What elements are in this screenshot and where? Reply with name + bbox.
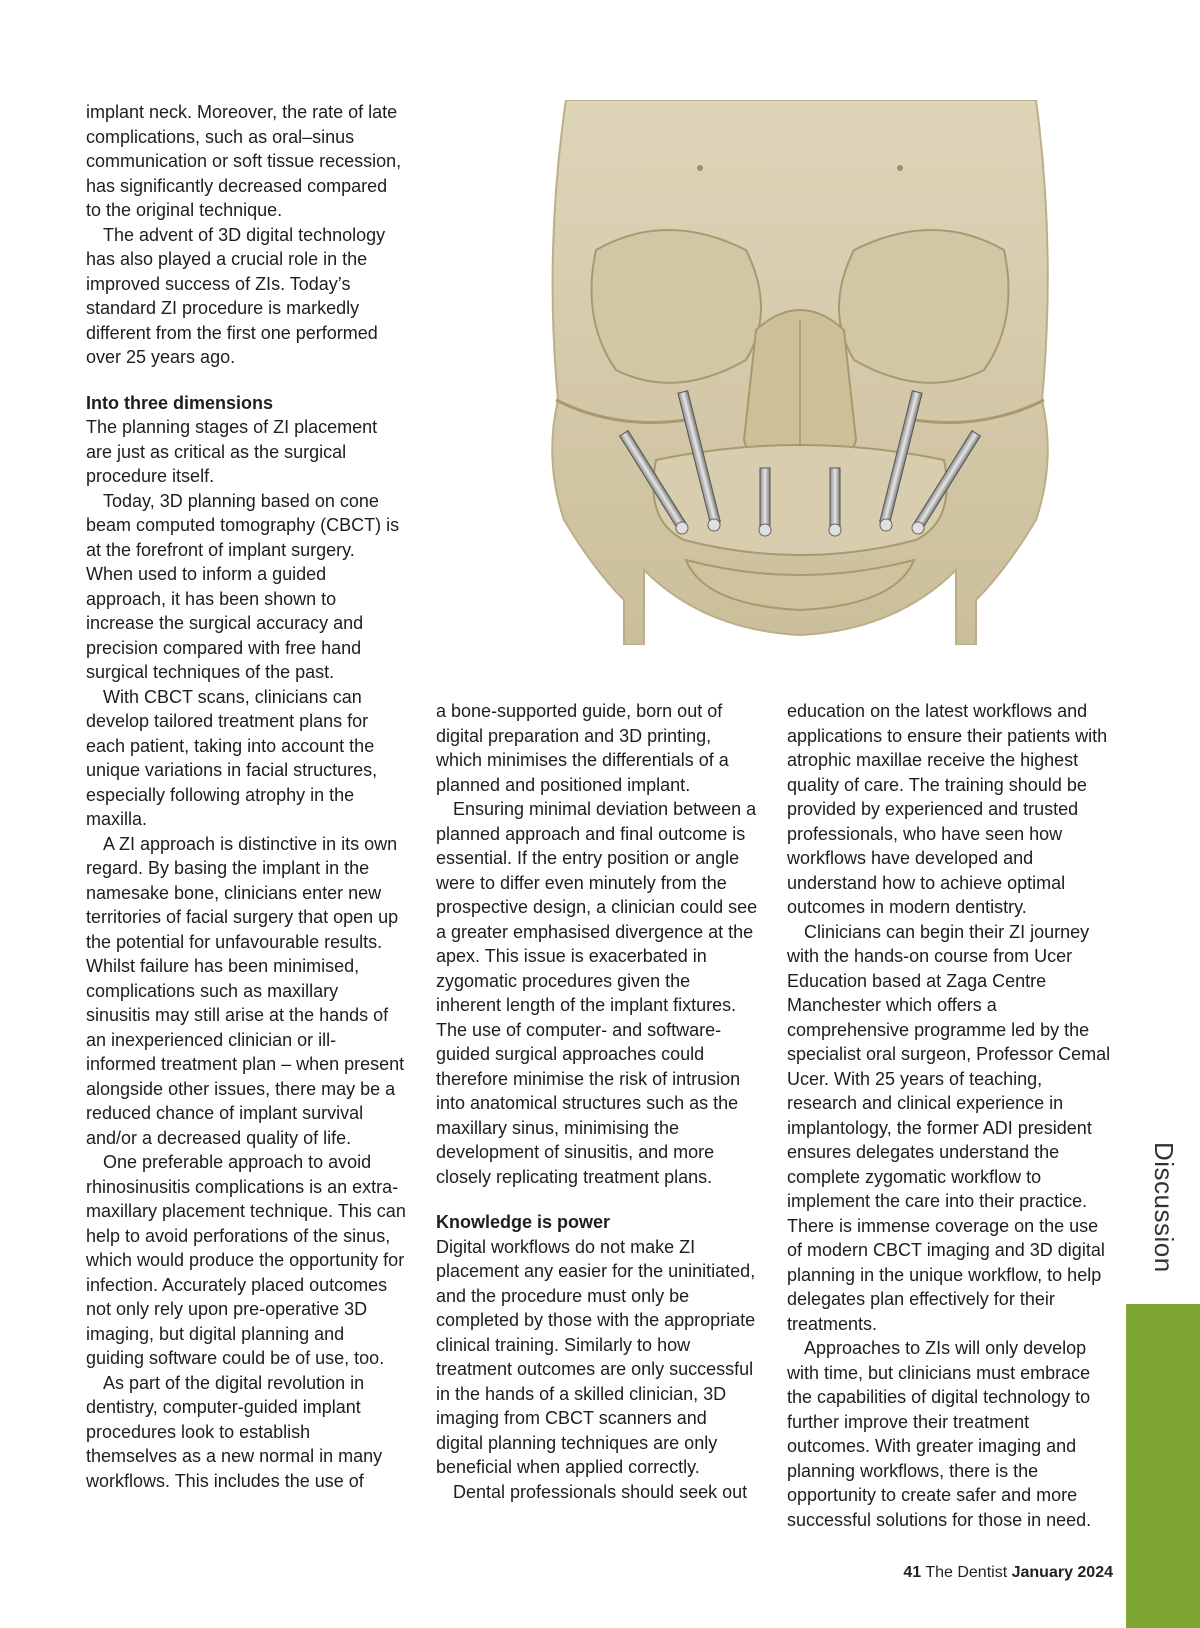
page-footer — [800, 1563, 1113, 1583]
skull-with-zygomatic-implants-icon — [536, 100, 1064, 645]
paragraph: implant neck. Moreover, the rate of late complications, such as oral–sinus communication or soft tissue recession, has significantly decreased compared to the original technique. — [86, 102, 402, 220]
paragraph: A ZI approach is distinctive in its own regard. By basing the implant in the namesake bone, clinicians enter new territories of facial surgery that open up the potential for unfavourable results. Whilst failure has been minimised, complications such as maxillary sinusitis may still arise at the hands of an inexperienced clinician or ill-informed treatment plan – when present alongside other issues, there may be a reduced chance of implant survival and/or a decreased quality of life. — [86, 833, 405, 1148]
skull-illustration — [536, 100, 1064, 645]
issue-date: January 2024 — [1011, 1564, 1113, 1581]
text-column-2 — [436, 699, 758, 1504]
paragraph: a bone-supported guide, born out of digital preparation and 3D printing, which minimises the differentials of a planned and positioned implant. — [436, 701, 729, 795]
paragraph: education on the latest workflows and applications to ensure their patients with atrophic maxillae receive the highest quality of care. The training should be provided by experienced and trusted professionals, who have seen how workflows have developed and understand how to achieve optimal outcomes in modern dentistry. — [787, 701, 1108, 917]
section-heading: Into three dimensions — [86, 392, 274, 413]
section-heading: Knowledge is power — [436, 1212, 611, 1232]
paragraph: As part of the digital revolution in dentistry, computer-guided implant procedures look to establish themselves as a new normal in many workflows. This includes the use of — [86, 1372, 383, 1491]
text-column-3 — [787, 699, 1117, 1532]
paragraph: Approaches to ZIs will only develop with time, but clinicians must embrace the capabilities of digital technology to further improve their treatment outcomes. With greater imaging and planning workflows, there is the opportunity to create safer and more successful solutions for those in need. — [787, 1338, 1092, 1530]
magazine-title: The Dentist — [925, 1564, 1008, 1581]
section-color-tab — [1126, 1304, 1200, 1628]
paragraph: Today, 3D planning based on cone beam computed tomography (CBCT) is at the forefront of implant surgery. When used to inform a guided approach, it has been shown to increase the surgical accuracy and precision compared with free hand surgical techniques of the past. — [86, 490, 400, 682]
page-number: 41 — [903, 1564, 922, 1581]
paragraph: One preferable approach to avoid rhinosinusitis complications is an extra-maxillary placement technique. This can help to avoid perforations of the sinus, which would produce the opportunity for infection. Accurately placed outcomes not only rely upon pre-operative 3D imaging, but digital planning and guiding software could be of use, too. — [86, 1152, 406, 1368]
text-column-1 — [86, 100, 406, 1493]
paragraph: With CBCT scans, clinicians can develop tailored treatment plans for each patient, taking into account the unique variations in facial structures, especially following atrophy in the maxilla. — [86, 686, 378, 829]
section-label: Discussion — [1149, 1142, 1179, 1273]
paragraph: Clinicians can begin their ZI journey with the hands-on course from Ucer Education based at Zaga Centre Manchester which offers a comprehensive programme led by the specialist oral surgeon, Professor Cemal Ucer. With 25 years of teaching, research and clinical experience in implantology, the former ADI president ensures delegates understand the complete zygomatic workflow to implement the care into their practice. There is immense coverage on the use of modern CBCT imaging and 3D digital planning in the unique workflow, to help delegates plan effectively for their treatments. — [787, 921, 1111, 1334]
paragraph: Dental professionals should seek out — [453, 1481, 748, 1502]
paragraph: The advent of 3D digital technology has also played a crucial role in the improved success of ZIs. Today’s standard ZI procedure is markedly different from the first one performed over 25 years ago. — [86, 224, 386, 367]
paragraph: Ensuring minimal deviation between a planned approach and final outcome is essential. If the entry position or angle were to differ even minutely from the prospective design, a clinician could see a greater emphasised divergence at the apex. This issue is exacerbated in zygomatic procedures given the inherent length of the implant fixtures. The use of computer- and software-guided surgical approaches could therefore minimise the risk of intrusion into anatomical structures such as the maxillary sinus, minimising the development of sinusitis, and more closely replicating treatment plans. — [436, 799, 758, 1187]
paragraph: The planning stages of ZI placement are just as critical as the surgical procedure itself. — [86, 417, 378, 486]
paragraph: Digital workflows do not make ZI placement any easier for the uninitiated, and the procedure must only be completed by those with the appropriate clinical training. Similarly to how treatment outcomes are only successful in the hands of a skilled clinician, 3D imaging from CBCT scanners and digital planning techniques are only beneficial when applied correctly. — [436, 1236, 756, 1477]
